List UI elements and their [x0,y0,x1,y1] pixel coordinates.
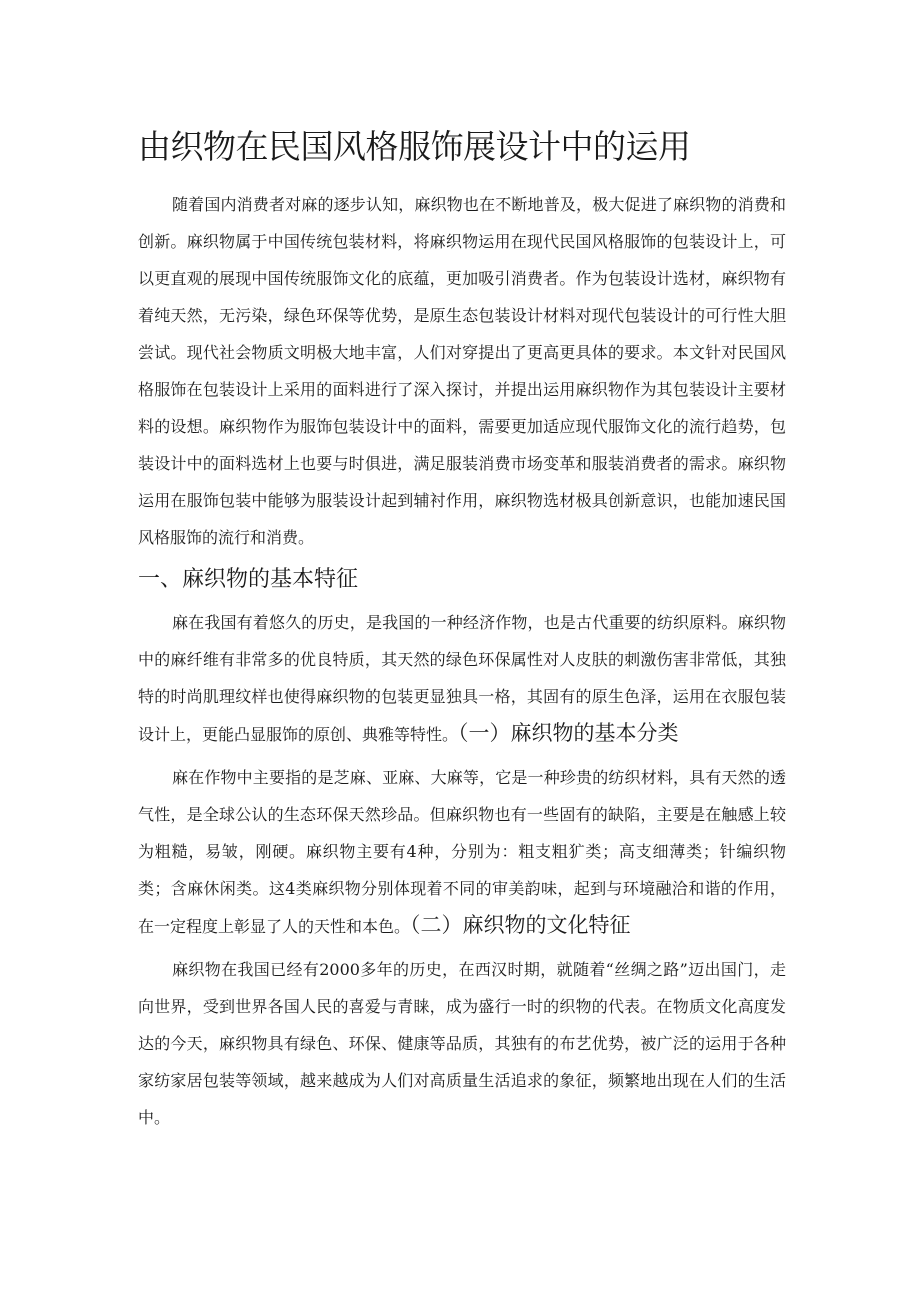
subsection-heading-culture: （二）麻织物的文化特征 [410,913,631,937]
section-paragraph [138,604,786,753]
subsection-paragraph-classification-text: 麻在作物中主要指的是芝麻、亚麻、大麻等，它是一种珍贵的纺织材料，具有天然的透气性，是全球公认的生态环保天然珍品。但麻织物也有一些固有的缺陷，主要是在触感上较为粗糙，易皱，刚硬。麻织物主要有4种，分别为：粗支粗犷类；高支细薄类；针编织物类；含麻休闲类。这4类麻织物分别体现着不同的审美韵味，起到与环境融洽和谐的作用，在一定程度上彰显了人的天性和本色。 [138,768,786,936]
document-title: 由织物在民国风格服饰展设计中的运用 [138,127,691,166]
subsection-paragraph-culture: 麻织物在我国已经有2000多年的历史，在西汉时期，就随着“丝绸之路”迈出国门，走向世界，受到世界各国人民的喜爱与青睐，成为盛行一时的织物的代表。在物质文化高度发达的今天，麻织物具有绿色、环保、健康等品质，其独有的布艺优势，被广泛的运用于各种家纺家居包装等领域，越来越成为人们对高质量生活追求的象征，频繁地出现在人们的生活中。 [138,960,786,1127]
subsection-heading-classification: （一）麻织物的基本分类 [458,721,679,745]
document-page [138,124,786,1136]
section-heading: 一、麻织物的基本特征 [138,567,359,592]
subsection-paragraph-classification [138,759,786,945]
section-paragraph-text: 麻在我国有着悠久的历史，是我国的一种经济作物，也是古代重要的纺织原料。麻织物中的麻纤维有非常多的优良特质，其天然的绿色环保属性对人皮肤的刺激伤害非常低，其独特的时尚肌理纹样也使得麻织物的包装更显独具一格，其固有的原生色泽，运用在衣服包装设计上，更能凸显服饰的原创、典雅等特性。 [138,613,786,744]
intro-paragraph: 随着国内消费者对麻的逐步认知，麻织物也在不断地普及，极大促进了麻织物的消费和创新。麻织物属于中国传统包装材料，将麻织物运用在现代民国风格服饰的包装设计上，可以更直观的展现中国传统服饰文化的底蕴，更加吸引消费者。作为包装设计选材，麻织物有着纯天然，无污染，绿色环保等优势，是原生态包装设计材料对现代包装设计的可行性大胆尝试。现代社会物质文明极大地丰富，人们对穿提出了更高更具体的要求。本文针对民国风格服饰在包装设计上采用的面料进行了深入探讨，并提出运用麻织物作为其包装设计主要材料的设想。麻织物作为服饰包装设计中的面料，需要更加适应现代服饰文化的流行趋势，包装设计中的面料选材上也要与时俱进，满足服装消费市场变革和服装消费者的需求。麻织物运用在服饰包装中能够为服装设计起到辅衬作用，麻织物选材极具创新意识，也能加速民国风格服饰的流行和消费。 [138,195,786,547]
